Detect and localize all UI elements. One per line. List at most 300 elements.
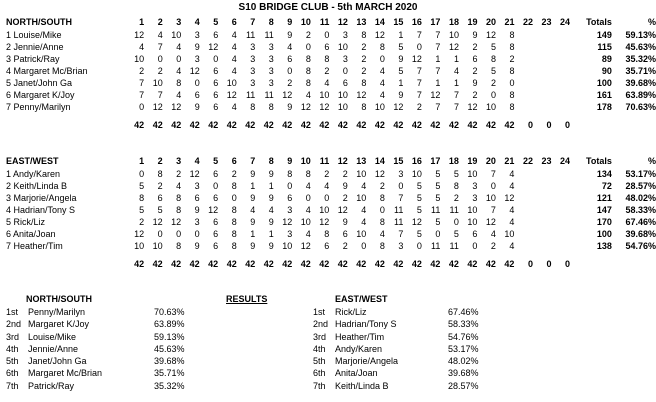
sum-pct-blank [612, 119, 656, 131]
board-score [552, 101, 571, 113]
board-score: 12 [356, 90, 367, 100]
board-score: 4 [231, 102, 237, 112]
board-score [551, 192, 570, 204]
percent-header: % [647, 156, 656, 166]
board-score: 9 [194, 42, 200, 52]
board-sum: 42 [485, 259, 496, 269]
board-score: 12 [504, 193, 515, 203]
pair-total: 89 [601, 54, 612, 64]
board-score: 7 [490, 169, 496, 179]
board-score [515, 29, 534, 41]
board-score: 2 [342, 241, 348, 251]
board-score: 2 [324, 169, 330, 179]
board-score: 10 [448, 30, 459, 40]
board-score: 4 [379, 66, 385, 76]
board-number: 13 [356, 17, 367, 27]
board-score: 0 [213, 54, 219, 64]
board-sum: 42 [430, 259, 441, 269]
pair-name: 1 Andy/Karen [6, 169, 61, 179]
board-score: 4 [176, 42, 182, 52]
board-score: 2 [472, 90, 478, 100]
board-score: 4 [361, 181, 367, 191]
results-row [313, 355, 543, 367]
results-pair-name: Keith/Linda B [335, 380, 389, 391]
board-score: 8 [287, 169, 293, 179]
results-percent: 28.57% [448, 380, 479, 391]
board-score: 1 [398, 30, 404, 40]
board-score: 4 [176, 90, 182, 100]
board-score: 6 [213, 241, 219, 251]
board-sum: 42 [263, 120, 274, 130]
board-score [515, 101, 534, 113]
board-score [533, 41, 552, 53]
board-sum: 0 [546, 120, 552, 130]
board-score: 8 [361, 102, 367, 112]
board-score: 8 [231, 205, 237, 215]
board-score: 5 [398, 66, 404, 76]
results-position: 3rd [6, 331, 20, 342]
board-score: 8 [509, 66, 515, 76]
board-number: 14 [374, 17, 385, 27]
board-number: 21 [504, 156, 515, 166]
pair-row [6, 240, 656, 252]
results-pair-name: Jennie/Anne [28, 343, 79, 354]
board-number: 18 [448, 156, 459, 166]
board-number: 20 [485, 17, 496, 27]
sum-label-blank [6, 119, 126, 131]
board-score [514, 168, 533, 180]
pair-percent: 58.33% [625, 205, 656, 215]
board-number: 16 [411, 156, 422, 166]
board-number: 12 [337, 17, 348, 27]
board-score: 8 [231, 241, 237, 251]
board-score: 4 [509, 205, 515, 215]
board-score [552, 53, 571, 65]
results-row [6, 306, 236, 318]
board-score: 8 [250, 102, 256, 112]
board-score: 2 [342, 169, 348, 179]
board-sum: 42 [504, 120, 515, 130]
pair-total: 138 [596, 241, 612, 251]
board-sum-row [6, 119, 656, 131]
results-pair-name: Janet/John Ga [28, 356, 87, 367]
pair-percent: 63.89% [625, 90, 656, 100]
board-score [533, 65, 552, 77]
board-score: 5 [435, 169, 441, 179]
results-percent: 48.02% [448, 356, 479, 367]
board-score: 12 [152, 102, 163, 112]
pair-row [6, 65, 656, 77]
board-sum: 42 [393, 259, 404, 269]
pair-percent: 35.32% [625, 54, 656, 64]
pair-total: 72 [601, 181, 612, 191]
board-score: 4 [250, 205, 256, 215]
board-sum: 42 [411, 120, 422, 130]
board-score: 5 [453, 229, 459, 239]
board-score: 10 [467, 217, 478, 227]
board-score [514, 240, 533, 252]
board-score: 8 [176, 193, 182, 203]
results-position: 1st [313, 307, 326, 317]
board-score: 8 [231, 217, 237, 227]
board-score: 4 [453, 66, 459, 76]
pair-name: 3 Marjorie/Angela [6, 193, 77, 203]
board-sum: 42 [485, 120, 496, 130]
board-score: 12 [430, 90, 441, 100]
board-score: 12 [226, 90, 237, 100]
board-score: 6 [213, 169, 219, 179]
board-score: 2 [361, 66, 367, 76]
board-score: 10 [319, 90, 330, 100]
board-score: 12 [134, 229, 145, 239]
board-score: 4 [268, 205, 274, 215]
board-score: 3 [287, 229, 293, 239]
board-score: 12 [319, 102, 330, 112]
board-score: 12 [411, 54, 422, 64]
board-score: 4 [305, 90, 311, 100]
board-score: 7 [490, 205, 496, 215]
board-score: 1 [250, 229, 256, 239]
board-score: 3 [342, 30, 348, 40]
board-sum: 42 [245, 120, 256, 130]
board-score: 3 [250, 78, 256, 88]
board-score: 12 [208, 205, 219, 215]
board-score: 6 [213, 90, 219, 100]
board-sum: 42 [152, 120, 163, 130]
board-score: 0 [194, 229, 200, 239]
sum-total-blank [570, 258, 612, 270]
pair-percent: 28.57% [625, 181, 656, 191]
board-score: 9 [194, 205, 200, 215]
board-score: 8 [361, 30, 367, 40]
board-score: 0 [231, 193, 237, 203]
board-score: 0 [287, 181, 293, 191]
board-number: 3 [176, 156, 182, 166]
board-score: 1 [453, 78, 459, 88]
board-score: 1 [398, 78, 404, 88]
section-label: NORTH/SOUTH [6, 17, 72, 27]
board-sum-row [6, 258, 656, 270]
pair-name: 2 Keith/Linda B [6, 181, 68, 191]
board-number: 19 [467, 156, 478, 166]
board-score: 6 [213, 30, 219, 40]
pair-name: 5 Rick/Liz [6, 217, 46, 227]
pair-percent: 70.63% [625, 102, 656, 112]
board-score: 9 [250, 169, 256, 179]
board-number: 9 [287, 17, 293, 27]
results-east-west-list [313, 306, 543, 392]
board-score: 4 [139, 42, 145, 52]
board-score: 12 [152, 217, 163, 227]
results-pair-name: Patrick/Ray [28, 380, 75, 391]
board-score: 10 [467, 205, 478, 215]
pair-name: 3 Patrick/Ray [6, 54, 60, 64]
board-score: 6 [213, 193, 219, 203]
board-score: 7 [398, 193, 404, 203]
board-score [551, 180, 570, 192]
board-score: 4 [379, 90, 385, 100]
pair-percent: 53.17% [625, 169, 656, 179]
results-percent: 63.89% [154, 319, 185, 330]
header-row [6, 154, 656, 168]
board-number: 24 [559, 156, 570, 166]
board-score: 4 [361, 205, 367, 215]
board-score: 10 [485, 102, 496, 112]
board-score [552, 41, 571, 53]
results-position: 7th [6, 380, 19, 391]
header-row [6, 15, 656, 29]
board-sum: 42 [319, 120, 330, 130]
board-score: 0 [139, 169, 145, 179]
board-sum: 42 [282, 259, 293, 269]
pair-row [6, 204, 656, 216]
results-pair-name: Louise/Mike [28, 331, 77, 342]
pair-total: 178 [596, 102, 612, 112]
board-score: 11 [449, 205, 459, 215]
board-score: 6 [194, 90, 200, 100]
north-south-score-table [6, 15, 656, 131]
board-score: 0 [398, 181, 404, 191]
board-score [514, 204, 533, 216]
pair-total: 161 [596, 90, 612, 100]
pair-row [6, 216, 656, 228]
board-score: 10 [337, 42, 348, 52]
board-score: 2 [287, 78, 293, 88]
board-score: 4 [157, 30, 163, 40]
pair-name: 4 Hadrian/Tony S [6, 205, 76, 215]
board-sum: 42 [226, 120, 237, 130]
board-score: 8 [305, 169, 311, 179]
board-score: 9 [472, 78, 478, 88]
board-score: 0 [379, 205, 385, 215]
board-score: 7 [435, 42, 441, 52]
pair-row [6, 77, 656, 89]
board-score: 0 [472, 241, 478, 251]
board-sum: 42 [263, 259, 274, 269]
board-sum: 42 [300, 120, 311, 130]
results-pair-name: Margaret Mc/Brian [28, 368, 103, 379]
pair-row [6, 192, 656, 204]
board-score: 10 [337, 90, 348, 100]
board-number: 5 [213, 156, 219, 166]
board-score: 5 [416, 229, 422, 239]
board-score: 8 [379, 42, 385, 52]
results-row [313, 306, 543, 318]
board-score: 2 [453, 193, 459, 203]
board-number: 8 [268, 156, 274, 166]
board-score: 7 [416, 66, 422, 76]
board-score: 1 [435, 54, 441, 64]
results-row [313, 343, 543, 355]
board-number: 1 [139, 156, 145, 166]
board-number: 15 [393, 156, 404, 166]
board-sum: 42 [189, 259, 200, 269]
board-score: 4 [509, 181, 515, 191]
board-score [533, 204, 552, 216]
board-sum: 42 [374, 259, 385, 269]
totals-header: Totals [586, 17, 612, 27]
page-title: S10 BRIDGE CLUB - 5th MARCH 2020 [238, 2, 418, 13]
board-score: 12 [337, 205, 348, 215]
board-score: 3 [472, 193, 478, 203]
board-score: 7 [453, 102, 459, 112]
results-section [0, 294, 656, 402]
board-score: 0 [213, 181, 219, 191]
board-score: 0 [509, 78, 515, 88]
board-score: 3 [472, 181, 478, 191]
board-score: 3 [287, 205, 293, 215]
east-west-table-body [6, 154, 656, 270]
board-score: 7 [435, 66, 441, 76]
board-score: 4 [176, 181, 182, 191]
percent-header: % [647, 17, 656, 27]
pair-total: 100 [596, 78, 612, 88]
board-score: 0 [176, 229, 182, 239]
board-score: 8 [231, 229, 237, 239]
board-score: 5 [416, 193, 422, 203]
board-score [515, 89, 534, 101]
board-score: 7 [157, 42, 163, 52]
board-score: 2 [361, 42, 367, 52]
pair-percent: 54.76% [625, 241, 656, 251]
board-score: 11 [264, 30, 274, 40]
board-score: 3 [194, 30, 200, 40]
board-score: 9 [268, 217, 274, 227]
pair-total: 170 [596, 217, 612, 227]
results-percent: 53.17% [448, 343, 479, 354]
board-score: 5 [453, 169, 459, 179]
board-number: 6 [231, 17, 237, 27]
board-score: 0 [490, 181, 496, 191]
board-sum: 42 [208, 120, 219, 130]
board-score [552, 65, 571, 77]
board-score: 2 [490, 241, 496, 251]
results-position: 6th [313, 368, 326, 379]
board-score [533, 77, 552, 89]
sum-pct-blank [612, 258, 656, 270]
board-score: 9 [287, 30, 293, 40]
board-score [514, 192, 533, 204]
pair-name: 2 Jennie/Anne [6, 42, 64, 52]
board-score: 9 [250, 217, 256, 227]
board-score: 11 [431, 241, 441, 251]
board-sum: 42 [152, 259, 163, 269]
board-score: 5 [157, 205, 163, 215]
board-sum: 42 [300, 259, 311, 269]
board-score: 12 [282, 90, 293, 100]
board-sum: 42 [134, 120, 145, 130]
results-row [6, 367, 236, 379]
board-number: 5 [213, 17, 219, 27]
board-score: 8 [509, 90, 515, 100]
board-score: 5 [435, 217, 441, 227]
board-score: 9 [398, 54, 404, 64]
pair-name: 1 Louise/Mike [6, 30, 62, 40]
board-score: 3 [268, 42, 274, 52]
board-score: 6 [472, 54, 478, 64]
board-score: 0 [157, 54, 163, 64]
board-score: 5 [435, 193, 441, 203]
board-score: 8 [490, 54, 496, 64]
board-number: 20 [485, 156, 496, 166]
board-score: 4 [231, 30, 237, 40]
board-sum: 0 [528, 120, 534, 130]
board-score: 6 [213, 229, 219, 239]
board-number: 10 [300, 156, 311, 166]
pair-total: 147 [596, 205, 612, 215]
board-score: 4 [231, 66, 237, 76]
board-score: 8 [305, 66, 311, 76]
board-score: 3 [398, 169, 404, 179]
results-row [6, 318, 236, 330]
board-score: 10 [319, 205, 330, 215]
board-score [533, 192, 552, 204]
board-number: 14 [374, 156, 385, 166]
board-sum: 42 [430, 120, 441, 130]
board-score: 8 [361, 78, 367, 88]
board-sum: 42 [374, 120, 385, 130]
board-score: 0 [435, 229, 441, 239]
board-score: 0 [416, 42, 422, 52]
north-south-table-body [6, 15, 656, 131]
board-score: 10 [152, 78, 163, 88]
board-score: 7 [398, 229, 404, 239]
board-score: 0 [490, 90, 496, 100]
board-sum: 0 [527, 259, 533, 269]
board-score: 11 [431, 205, 441, 215]
board-score: 4 [324, 78, 330, 88]
board-score: 10 [356, 229, 367, 239]
board-score: 10 [282, 241, 293, 251]
board-score: 12 [374, 30, 385, 40]
board-score: 0 [361, 241, 367, 251]
board-sum: 42 [356, 120, 367, 130]
pair-total: 121 [596, 193, 612, 203]
board-score [515, 41, 534, 53]
board-score: 10 [504, 229, 515, 239]
board-score: 2 [490, 78, 496, 88]
results-pair-name: Margaret K/Joy [28, 319, 90, 330]
board-score: 8 [305, 54, 311, 64]
board-score: 9 [268, 169, 274, 179]
board-score: 6 [324, 241, 330, 251]
results-percent: 39.68% [448, 368, 479, 379]
board-score: 6 [194, 193, 200, 203]
pair-row [6, 29, 656, 41]
board-score: 2 [231, 169, 237, 179]
board-score: 12 [300, 102, 311, 112]
board-score [533, 168, 552, 180]
board-score: 11 [245, 30, 256, 40]
board-score: 11 [394, 205, 404, 215]
results-row [313, 331, 543, 343]
board-score: 4 [287, 42, 293, 52]
board-number: 2 [157, 156, 163, 166]
board-number: 4 [194, 156, 200, 166]
board-score: 9 [194, 241, 200, 251]
pair-total: 115 [597, 42, 612, 52]
board-score: 12 [411, 217, 422, 227]
board-score: 7 [435, 102, 441, 112]
board-score: 2 [139, 217, 145, 227]
results-pair-name: Heather/Tim [335, 331, 385, 342]
pair-total: 134 [596, 169, 612, 179]
board-score: 12 [300, 241, 311, 251]
board-score [533, 29, 552, 41]
board-score: 4 [305, 229, 311, 239]
board-score: 10 [134, 241, 145, 251]
board-score: 5 [416, 205, 422, 215]
